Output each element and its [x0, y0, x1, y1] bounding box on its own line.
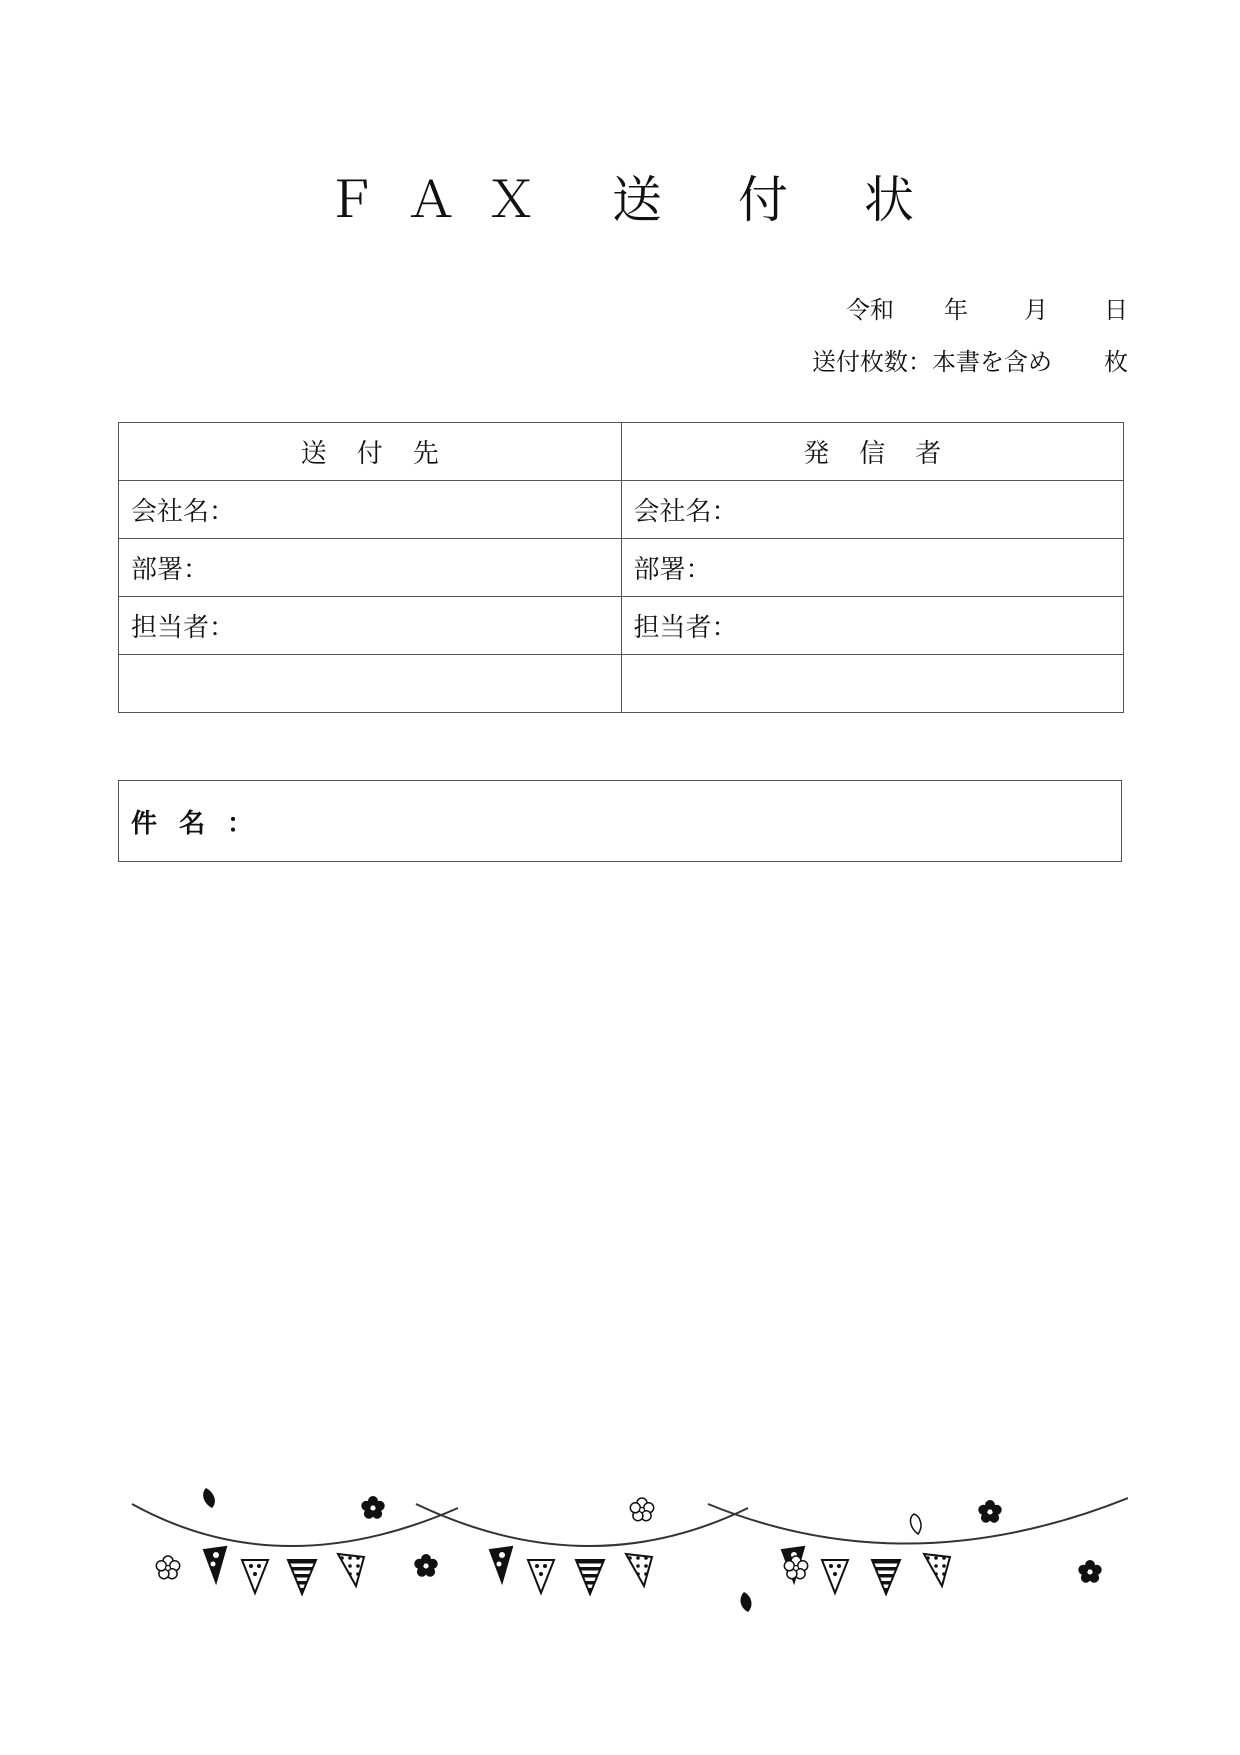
garland-string-2 — [416, 1504, 748, 1546]
flag-icon — [872, 1560, 900, 1594]
flag-icon — [288, 1560, 316, 1594]
table-header-row — [119, 423, 1124, 481]
table-row — [119, 655, 1124, 713]
petal-icon — [741, 1592, 752, 1612]
bunting-garland-icon — [118, 1488, 1128, 1638]
flag-icon — [528, 1560, 554, 1593]
petal-icon — [203, 1488, 215, 1508]
flag-icon — [576, 1560, 604, 1594]
page-count-label: 送付枚数：本書を含め — [812, 348, 1052, 376]
flag-icon — [204, 1547, 226, 1582]
subject-label: 件名： — [131, 808, 276, 839]
recipient-extra-field[interactable] — [119, 655, 622, 713]
flower-icon — [156, 1556, 179, 1579]
date-month: 月 — [1024, 296, 1048, 324]
table-row — [119, 481, 1124, 539]
sender-contact-field[interactable]: 担当者： — [621, 597, 1124, 655]
flag-icon — [822, 1560, 848, 1593]
sender-header: 発信者 — [621, 423, 1124, 481]
garland-string-1 — [132, 1504, 458, 1546]
sender-extra-field[interactable] — [621, 655, 1124, 713]
page-title: ＦＡＸ 送 付 状 — [326, 171, 944, 229]
page-count-line — [812, 342, 1128, 377]
date-era: 令和 — [846, 296, 894, 324]
flag-icon — [242, 1560, 268, 1593]
page-count-unit: 枚 — [1104, 348, 1128, 376]
flag-icon — [490, 1547, 512, 1582]
date-line — [846, 290, 1128, 325]
flower-icon — [361, 1496, 384, 1519]
sender-company-field[interactable]: 会社名： — [621, 481, 1124, 539]
table-row — [119, 597, 1124, 655]
date-day: 日 — [1104, 296, 1128, 324]
flower-icon — [1078, 1560, 1101, 1583]
subject-field[interactable] — [118, 780, 1122, 862]
recipient-department-field[interactable]: 部署： — [119, 539, 622, 597]
flag-icon — [338, 1554, 364, 1586]
flower-icon — [414, 1554, 437, 1577]
recipient-contact-field[interactable]: 担当者： — [119, 597, 622, 655]
recipient-header: 送付先 — [119, 423, 622, 481]
flower-icon — [630, 1498, 653, 1521]
flag-icon — [626, 1554, 652, 1586]
sender-recipient-table — [118, 422, 1124, 713]
petal-icon — [911, 1514, 921, 1534]
flower-icon — [978, 1500, 1001, 1523]
recipient-company-field[interactable]: 会社名： — [119, 481, 622, 539]
flag-icon — [924, 1554, 950, 1586]
date-year: 年 — [944, 296, 968, 324]
table-row — [119, 539, 1124, 597]
sender-department-field[interactable]: 部署： — [621, 539, 1124, 597]
